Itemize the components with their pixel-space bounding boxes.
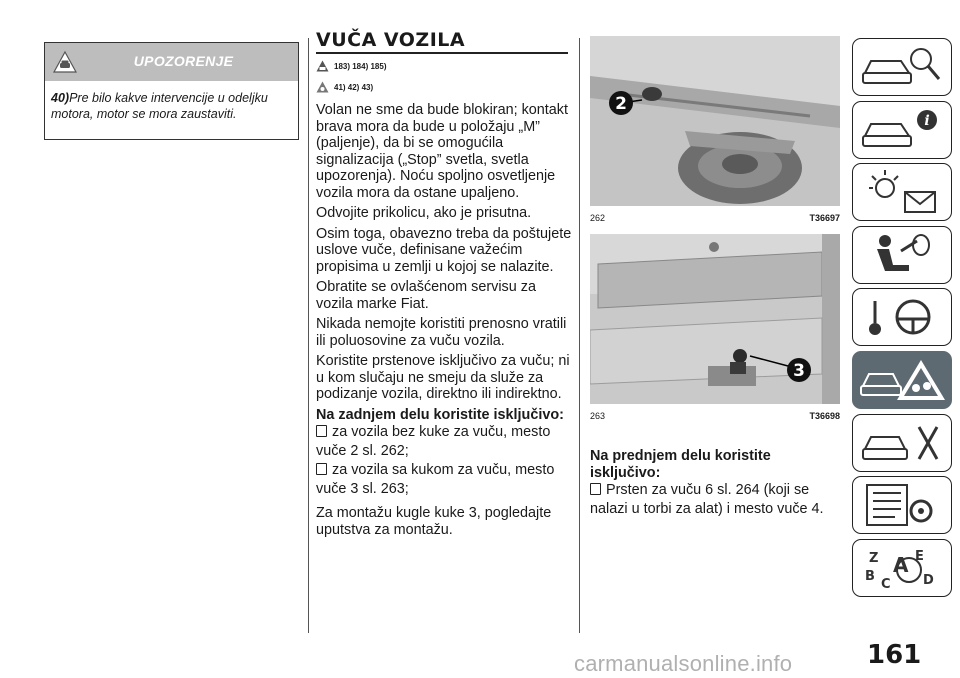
chapter-tab-emergency[interactable] (852, 351, 952, 409)
checkbox-bullet-icon (590, 483, 601, 495)
warning-title: UPOZORENJE (133, 53, 234, 69)
warning-triangle-icon (316, 60, 329, 72)
warning-box (44, 42, 299, 140)
figure-263-image (590, 234, 840, 404)
svg-text:B: B (865, 568, 875, 584)
chapter-tab-technical-data[interactable] (852, 476, 952, 534)
paragraph: Osim toga, obavezno treba da poštujete uslove vuče, definisane važećim propisima u zemlji u kojoj se nalazite. (316, 225, 572, 275)
chapter-tab-maintenance[interactable] (852, 414, 952, 472)
svg-text:D: D (923, 572, 934, 588)
svg-text:Z: Z (869, 550, 879, 566)
car-tools-icon (859, 419, 947, 467)
towing-section (316, 30, 572, 538)
title-underline (316, 52, 568, 54)
warning-refs (316, 57, 572, 75)
steering-key-icon (859, 293, 947, 341)
paragraph: Nikada nemojte koristiti prenosno vratili ili poluosovine za vuču vozila. (316, 316, 567, 349)
svg-text:E: E (915, 548, 924, 564)
warning-header (45, 43, 298, 81)
list-item (316, 423, 572, 461)
checkbox-bullet-icon (316, 425, 327, 437)
seat-airbag-icon (859, 231, 947, 279)
spec-list-icon (859, 481, 947, 529)
car-crash-warning-icon (859, 356, 947, 404)
rear-heading: Na zadnjem delu koristite isključivo: (316, 406, 564, 423)
list-item (590, 481, 840, 519)
watermark: carmanualsonline.info (574, 651, 793, 676)
svg-text:i: i (924, 112, 930, 129)
warning-ref: 40) (51, 91, 70, 105)
section-title: VUČA VOZILA (316, 29, 466, 51)
list-item-text: Prsten za vuču 6 sl. 264 (koji se nalazi u torbi za alat) i mesto vuče 4. (590, 482, 824, 517)
alphabet-index-icon (859, 544, 947, 592)
front-heading: Na prednjem delu koristite isključivo: (590, 448, 771, 481)
paragraph: Za montažu kugle kuke 3, pogledajte uputstva za montažu. (316, 505, 552, 538)
car-search-icon (859, 43, 947, 91)
chapter-tab-safety[interactable] (852, 226, 952, 284)
paragraph: Odvojite prikolicu, ako je prisutna. (316, 205, 532, 221)
svg-text:A: A (893, 552, 909, 577)
svg-text:C: C (881, 576, 891, 592)
warning-refs-text: 183) 184) 185) (334, 61, 387, 71)
paragraph: Koristite prstenove isključivo za vuču; ni u kom slučaju ne smeju da služe za podizanje vozila, direktno ili indirektno. (316, 353, 570, 402)
list-item-text: za vozila bez kuke za vuču, mesto vuče 2 sl. 262; (316, 424, 551, 459)
rear-tow-hook-illustration (590, 234, 840, 404)
figures-column (590, 36, 840, 519)
figure-code: T36697 (809, 213, 840, 223)
figure-number: 262 (590, 213, 606, 223)
car-info-icon (859, 106, 947, 154)
page-number: 161 (867, 640, 922, 670)
chapter-tab-warning-lights[interactable] (852, 163, 952, 221)
caution-refs-text: 41) 42) 43) (334, 82, 374, 92)
figure-code: T36698 (809, 411, 840, 421)
chapter-tab-car-search[interactable] (852, 38, 952, 96)
chapter-tab-car-info[interactable] (852, 101, 952, 159)
callout-3: 3 (793, 361, 805, 381)
figure-caption (590, 211, 840, 225)
paragraph: Obratite se ovlašćenom servisu za vozila marke Fiat. (316, 279, 536, 312)
caution-refs (316, 78, 572, 96)
figure-caption (590, 409, 840, 423)
chapter-tab-index[interactable] (852, 539, 952, 597)
figure-number: 263 (590, 411, 606, 421)
column-divider (579, 38, 580, 633)
figure-262-image (590, 36, 840, 206)
paragraph: Volan ne sme da bude blokiran; kontakt brava mora da bude u položaju „M” (paljenje), da bi se omogućila signalizacija („Stop” svetla, svetla upozorenja). Noću spoljno osvetljenje vozila mora da ostane upaljeno. (316, 102, 569, 201)
list-item (316, 461, 572, 499)
warning-light-message-icon (859, 168, 947, 216)
chapter-tabs (852, 38, 954, 601)
warning-text (45, 81, 298, 122)
warning-triangle-icon (316, 81, 329, 93)
column-divider (308, 38, 309, 633)
chapter-tab-starting-driving[interactable] (852, 288, 952, 346)
rear-underbody-illustration (590, 36, 840, 206)
checkbox-bullet-icon (316, 463, 327, 475)
callout-2: 2 (615, 94, 627, 114)
warning-body-text: Pre bilo kakve intervencije u odeljku motora, motor se mora zaustaviti. (51, 91, 268, 121)
list-item-text: za vozila sa kukom za vuču, mesto vuče 3 sl. 263; (316, 462, 555, 497)
